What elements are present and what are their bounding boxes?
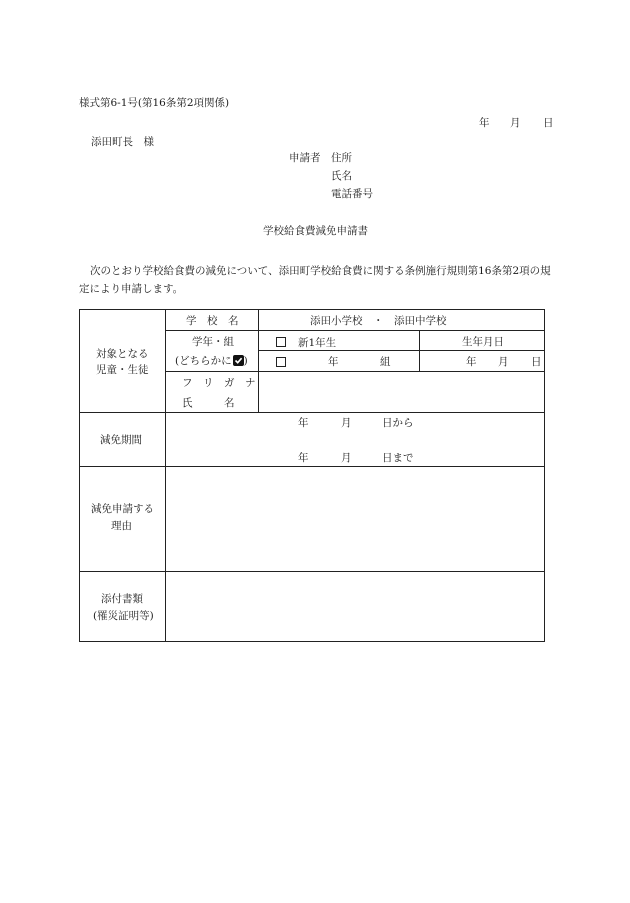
period-to-year: 年 xyxy=(298,452,309,464)
target-label-line1: 対象となる xyxy=(96,348,149,360)
birth-year-unit: 年 xyxy=(466,356,477,368)
new-first-year-label: 新1年生 xyxy=(298,337,337,349)
furigana-label: フ リ ガ ナ xyxy=(182,377,256,389)
birth-day-unit: 日 xyxy=(531,356,542,368)
checkmark-icon xyxy=(233,355,244,366)
student-name-label: 氏 名 xyxy=(182,397,235,409)
grade-class-unit: 組 xyxy=(380,356,391,368)
applicant-address-row xyxy=(289,153,352,164)
reason-label-line2: 理由 xyxy=(111,520,132,532)
grade-hint-text: (どちらかに xyxy=(175,355,232,367)
applicant-label: 申請者 xyxy=(289,152,321,164)
application-table xyxy=(79,309,545,642)
school-name-label: 学 校 名 xyxy=(186,315,239,327)
date-year: 年 xyxy=(479,117,490,129)
period-from-day: 日から xyxy=(382,417,414,429)
checkbox-grade-class[interactable] xyxy=(276,357,286,367)
grade-class-option[interactable] xyxy=(276,357,286,369)
date-month: 月 xyxy=(510,117,521,129)
checkbox-new-first-year[interactable] xyxy=(276,337,286,347)
grade-class-label: 学年・組 xyxy=(192,336,234,348)
period-from-year: 年 xyxy=(298,417,309,429)
date-day: 日 xyxy=(543,117,554,129)
period-to-month: 月 xyxy=(341,452,352,464)
reason-label-line1: 減免申請する xyxy=(91,503,154,515)
date-line xyxy=(479,118,554,129)
target-label-line2: 児童・生徒 xyxy=(96,364,149,376)
school-options: 添田小学校 ・ 添田中学校 xyxy=(310,315,447,327)
grade-hint: (どちらかに ) xyxy=(175,355,248,367)
period-from-month: 月 xyxy=(341,417,352,429)
addressee: 添田町長 様 xyxy=(91,136,154,148)
form-number: 様式第6-1号(第16条第2項関係) xyxy=(79,97,230,109)
document-title: 学校給食費減免申請書 xyxy=(263,225,368,237)
name-label: 氏名 xyxy=(331,170,352,182)
grade-year-unit: 年 xyxy=(328,356,339,368)
attachments-label-line1: 添付書類 xyxy=(101,593,143,605)
birthdate-label: 生年月日 xyxy=(462,336,504,348)
period-to-day: 日まで xyxy=(382,452,414,464)
birth-month-unit: 月 xyxy=(498,356,509,368)
body-text: 次のとおり学校給食費の減免について、添田町学校給食費に関する条例施行規則第16条第2項の規定により申請します。 xyxy=(79,265,551,295)
new-first-year-option[interactable] xyxy=(276,337,336,349)
address-label: 住所 xyxy=(331,152,352,164)
period-label: 減免期間 xyxy=(100,434,142,446)
phone-label: 電話番号 xyxy=(331,188,373,200)
attachments-label-line2: (罹災証明等) xyxy=(93,610,154,622)
